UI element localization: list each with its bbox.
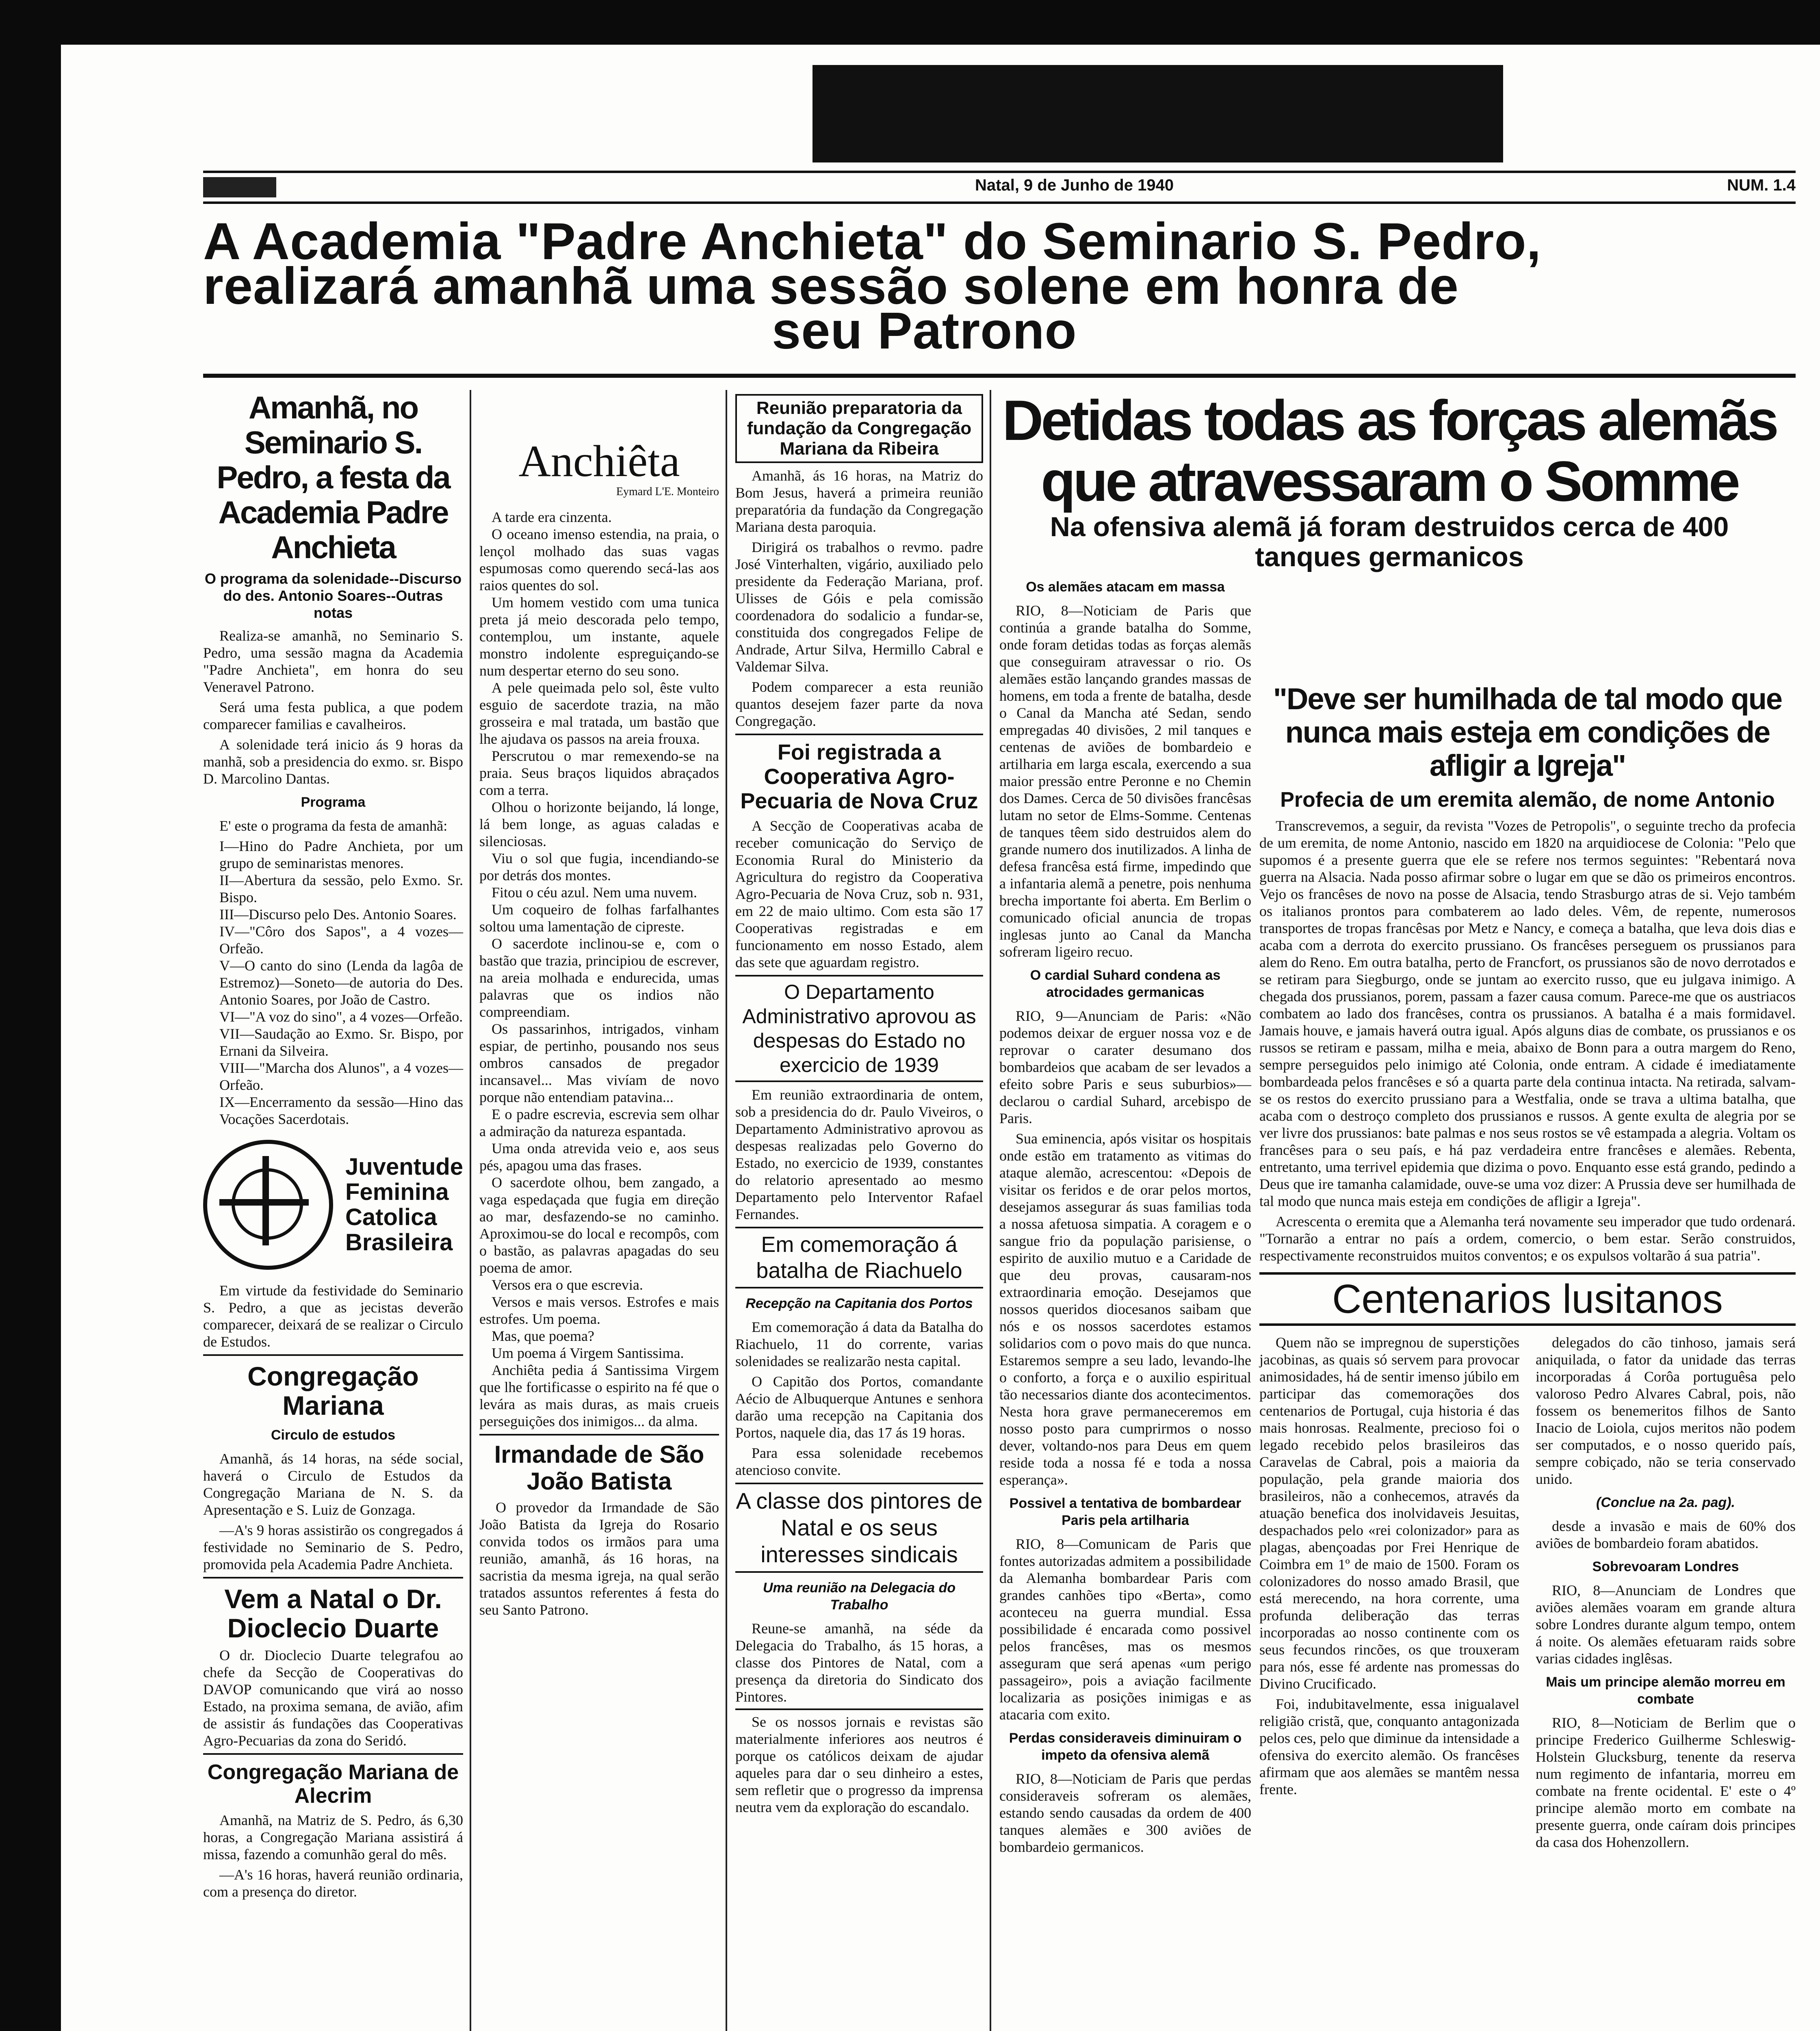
- article-paragraph: Amanhã, na Matriz de S. Pedro, ás 6,30 horas, a Congregação Mariana assistirá á missa, fazendo a comunhão geral do mês.: [203, 1812, 463, 1862]
- headline-dioclecio: Vem a Natal o Dr. Dioclecio Duarte: [203, 1577, 463, 1643]
- poem-paragraph: Os passarinhos, intrigados, vinham espiar, de pertinho, pousando nos seus ombros cansados de pregador incansavel... Mas vivíam de novo porque não entendiam patavina...: [479, 1021, 719, 1105]
- newspaper-page: [203, 49, 1796, 2031]
- centenarios-left: [1259, 1334, 1519, 1854]
- article-paragraph: RIO, 8—Noticiam de Paris que perdas consideraveis sofreram os alemães, estando sendo causadas da ordem de 400 tanques alemães e 300 aviões de bombardeio germanicos.: [999, 1771, 1251, 1855]
- poem-paragraph: O sacerdote inclinou-se e, com o bastão que trazia, principiou de escrever, na areia molhada e endurecida, umas palavras que os indios não compreendiam.: [479, 935, 719, 1020]
- jfc-box: [203, 1140, 463, 1270]
- program-item: VIII—"Marcha dos Alunos", a 4 vozes—Orfeão.: [219, 1060, 463, 1093]
- program-item: IV—"Côro dos Sapos", a 4 vozes—Orfeão.: [219, 923, 463, 957]
- column-1: [203, 390, 463, 2031]
- poem-paragraph: Versos era o que escrevia.: [492, 1277, 643, 1293]
- article-paragraph: Dirigirá os trabalhos o revmo. padre José Vinterhalten, vigário, auxiliado pelo presidente da Federação Mariana, prof. Ulisses de Góis e pela comissão coordenadora do sodalicio a fundar-se, constituida dos congregados Felipe de Andrade, Artur Silva, Hermillo Cabral e Valdemar Silva.: [735, 539, 983, 675]
- headline-pintores: A classe dos pintores de Natal e os seus interesses sindicais: [735, 1483, 983, 1573]
- section-heading-programa: Programa: [301, 795, 366, 810]
- centenarios-right: [1536, 1334, 1796, 1854]
- article-paragraph: Em reunião extraordinaria de ontem, sob a presidencia do dr. Paulo Viveiros, o Departamento Administrativo aprovou as despesas realizadas pelo Governo do Estado, no exercicio de 1939, constantes do relatorio apresentado ao mesmo Departamento pelo Interventor Rafael Fernandes.: [735, 1087, 983, 1222]
- headline-seminario: Amanhã, no Seminario S. Pedro, a festa da Academia Padre Anchieta: [217, 390, 450, 565]
- issue-number: NUM. 1.4: [1727, 176, 1796, 194]
- banner-rule: [203, 374, 1796, 378]
- jfc-seal-icon: [203, 1140, 333, 1270]
- poem-paragraph: Perscrutou o mar remexendo-se na praia. Seus braços liquidos abraçados com a terra.: [479, 748, 719, 798]
- poem-paragraph: A pele queimada pelo sol, êste vulto esguio de sacerdote trazia, na mão grosseira e mal tratada, um bastão que lhe ajudava os passos na areia frouxa.: [479, 680, 719, 747]
- headline-riachuelo: Em comemoração á batalha de Riachuelo: [735, 1227, 983, 1288]
- issue-date: Natal, 9 de Junho de 1940: [975, 176, 1174, 194]
- headline-departamento: O Departamento Administrativo aprovou as despesas do Estado no exercicio de 1939: [735, 975, 983, 1082]
- section-heading-suhard: O cardial Suhard condena as atrocidades germanicas: [1030, 968, 1221, 1000]
- column-5: [1259, 682, 1796, 2031]
- subheadline-circulo: Circulo de estudos: [271, 1427, 396, 1443]
- article-paragraph: delegados do cão tinhoso, jamais será aniquilada, o fator da unidade das terras incorporadas á Corôa portuguêsa pelo valoroso Pedro Alvares Cabral, pois, não fossem os benemeritos filhos de Santo Inacio de Loiola, cujos meritos não podem ser computados, e o nosso querido país, sempre cobiçado, não se teria conservado unido.: [1536, 1334, 1796, 1487]
- article-paragraph: Quem não se impregnou de superstições jacobinas, as quais só servem para provocar animosidades, há de sentir imenso júbilo em participar das comemorações dos centenarios de Portugal, cuja historia é das mais honrosas. Realmente, precioso foi o legado recebido pelos brasileiros das Caravelas de Cabral, pois a maioria da população, pela grande maioria dos brasileiros, não a conhecemos, através da atuação benefica dos inolvidaveis Jesuitas, despachados pelo «rei colonizador» para as plagas, abençoadas por Frei Henrique de Coimbra em 1º de maio de 1500. Foram os colonizadores do nosso amado Brasil, que está merecendo, na hora corrente, uma profunda deliberação das terras incorporadas ao nosso continente com os seus fecundos rincões, os que trouxeram para nós, esse fé ardente nas promessas do Divino Crucificado.: [1259, 1334, 1519, 1692]
- poem-paragraph: Um homem vestido com uma tunica preta já meio descorada pelo tempo, contemplou, um instante, aquele monstro indolente espreguiçando-se num despertar eterno do seu sono.: [479, 594, 719, 679]
- article-paragraph: RIO, 8—Noticiam de Paris que continúa a grande batalha do Somme, onde foram detidas todas as forças alemãs que conseguiram atravessar o rio. Os alemães estão lançando grandes massas de homens, em toda a frente de batalha, desde o Canal da Mancha até Sedan, sendo empregadas 40 divisões, 2 mil tanques e centenas de aviões de bombardeio e artilharia em larga escala, exercendo a sua maior pressão entre Peronne e no Chemin dos Dames. Cerca de 50 divisões francêsas lutam no setor de Elms-Somme. Centenas de tanques têem sido destruidos alem do grande numero dos inutilizados. A linha de defesa francêsa está firme, impedindo que a infantaria alemã a penetre, pois nenhuma brecha importante foi aberta. Em Berlim o comunicado oficial anuncia de tropas inglesas junto ao Canal da Mancha sofreram ligeiro recuo.: [999, 602, 1251, 960]
- poem-paragraph: Anchiêta pedia á Santissima Virgem que lhe fortificasse o espirito na fé que o levára as mais duras, as mais crueis perseguições dos inimigos... da alma.: [479, 1362, 719, 1429]
- headline-profecia: "Deve ser humilhada de tal modo que nunca mais esteja em condições de afligir a Igreja": [1273, 682, 1782, 782]
- program-list: [203, 838, 463, 1128]
- section-heading-londres: Sobrevoaram Londres: [1592, 1559, 1739, 1574]
- banner-line-2: realizará amanhã uma sessão solene em honra de: [203, 257, 1459, 315]
- article-paragraph: Acrescenta o eremita que a Alemanha terá novamente seu imperador que tudo ordenará. "Tornarão a entrar no país a ordem, comercio, o bem estar. Serão construidos, respectivamente reconstruidos muitos conventos; e os expulsos voltarão á sua patria".: [1259, 1213, 1796, 1264]
- column-rule: [726, 390, 727, 2031]
- poem-paragraph: Fitou o céu azul. Nem uma nuvem.: [492, 884, 697, 901]
- article-paragraph: Será uma festa publica, a que podem comparecer familias e cavalheiros.: [203, 699, 463, 732]
- program-item: III—Discurso pelo Des. Antonio Soares.: [219, 906, 457, 922]
- article-paragraph: Amanhã, ás 14 horas, na séde social, haverá o Circulo de Estudos da Congregação Mariana de N. S. da Apresentação e S. Luiz de Gonzaga.: [203, 1451, 463, 1518]
- column-rule: [470, 390, 471, 2031]
- poem-paragraph: Olhou o horizonte beijando, lá longe, lá bem longe, as aguas caladas e silenciosas.: [479, 799, 719, 849]
- boxed-note: Se os nossos jornais e revistas são materialmente inferiores aos neutros é porque os católicos deixam de ajudar aqueles para dar o seu dinheiro a estes, sem refletir que o progresso da imprensa neutra vem da exploração do escandalo.: [735, 1708, 983, 1816]
- headline-congregacao-mariana: Congregação Mariana: [203, 1354, 463, 1420]
- headline-alecrim: Congregação Mariana de Alecrim: [203, 1753, 463, 1808]
- dateline: [203, 171, 1796, 204]
- poem-paragraph: Mas, que poema?: [492, 1328, 594, 1344]
- jfc-title: Juventude Feminina Catolica Brasileira: [345, 1154, 464, 1256]
- dateline-left-block: [203, 177, 276, 197]
- section-heading-bombardear: Possivel a tentativa de bombardear Paris pela artilharia: [1009, 1496, 1242, 1528]
- poem-paragraph: Versos e mais versos. Estrofes e mais estrofes. Um poema.: [479, 1294, 719, 1327]
- program-item: VII—Saudação ao Exmo. Sr. Bispo, por Ernani da Silveira.: [219, 1026, 463, 1059]
- poem-paragraph: Um poema á Virgem Santissima.: [492, 1345, 684, 1361]
- headline-somme: Detidas todas as forças alemãs que atravessaram o Somme: [1002, 388, 1777, 513]
- poem-title: Anchiêta: [518, 436, 680, 486]
- article-paragraph: E' este o programa da festa de amanhã:: [219, 818, 448, 834]
- poem-paragraph: O oceano imenso estendia, na praia, o lençol molhado das suas vagas espumosas como querendo secá-las aos raios quentes do sol.: [479, 526, 719, 593]
- article-paragraph: O Capitão dos Portos, comandante Aécio de Albuquerque Antunes e senhora darão uma recepção na Capitania dos Portos, naquele dia, das 17 ás 19 horas.: [735, 1373, 983, 1441]
- article-paragraph: Sua eminencia, após visitar os hospitais onde estão em tratamento as vitimas do ataque alemão, acrescentou: «Depois de visitar os feridos e de orar pelos mortos, desejamos assegurar ás suas familias toda a nossa afetuosa simpatia. A coragem e o sangue frio da população parisiense, o espirito de auxilio mutuo e a Caridade de que deu provas, causaram-nos extraordinaria emoção. Desejamos que nossos queridos diocesanos saibam que nós e os nossos sacerdotes estamos solidarios com o povo mais do que nunca. Estaremos sempre a seu lado, levando-lhe o conforto, a força e o auxilio espiritual tão necessarios diante dos acontecimentos. Nesta hora grave permaneceremos em nosso posto para cumprirmos o nosso dever, voltando-nos para Deus em quem reside toda a nossa fé e toda a nossa esperança».: [999, 1130, 1251, 1488]
- program-item: V—O canto do sino (Lenda da lagôa de Estremoz)—Soneto—de autoria do Des. Antonio Soares, por João de Castro.: [219, 957, 463, 1008]
- article-paragraph: Realiza-se amanhã, no Seminario S. Pedro, uma sessão magna da Academia "Padre Anchieta", em honra do seu Veneravel Patrono.: [203, 628, 463, 695]
- poem-paragraph: Um coqueiro de folhas farfalhantes soltou uma lamentação de cipreste.: [479, 901, 719, 935]
- section-heading-massa: Os alemães atacam em massa: [1026, 579, 1225, 595]
- poem-paragraph: O sacerdote olhou, bem zangado, a vaga espedaçada que fugia em direção ao mar, desfazendo-se no caminho. Aproximou-se do local e recompôs, com o bastão, as palavras apagadas do seu poema de amor.: [479, 1174, 719, 1276]
- prose-poem: [479, 509, 719, 1430]
- masthead: [203, 65, 1796, 187]
- article-paragraph: A solenidade terá inicio ás 9 horas da manhã, sob a presidencia do exmo. sr. Bispo D. Marcolino Dantas.: [203, 736, 463, 787]
- article-paragraph: Reune-se amanhã, na séde da Delegacia do Trabalho, ás 15 horas, a classe dos Pintores de Natal, com a presença da diretoria do Sindicato dos Pintores.: [735, 1620, 983, 1705]
- subheadline-programa: O programa da solenidade--Discurso do des. Antonio Soares--Outras notas: [204, 570, 462, 621]
- section-heading-principe: Mais um principe alemão morreu em combate: [1546, 1674, 1785, 1707]
- poem-author: Eymard L'E. Monteiro: [616, 485, 719, 498]
- article-paragraph: —A's 9 horas assistirão os congregados á festividade no Seminario de S. Pedro, promovida pela Academia Padre Anchieta.: [203, 1522, 463, 1572]
- program-item: IX—Encerramento da sessão—Hino das Vocações Sacerdotais.: [219, 1094, 463, 1127]
- subheadline-tanques: Na ofensiva alemã já foram destruidos cerca de 400 tanques germanicos: [1050, 511, 1729, 572]
- article-paragraph: Transcrevemos, a seguir, da revista "Vozes de Petropolis", o seguinte trecho da profecia de um eremita, de nome Antonio, nascido em 1820 na arquidiocese de Colonia: "Pelo que supomos é a presente guerra que ele se refere nos termos seguintes: "Rebentará nova guerra na Alsacia. Nada posso afirmar sobre o lugar em que se dão os primeiros encontros. Vejo os francêses de novo na posse de Alsacia, tendo Strasburgo atras de si. Vejo também os italianos prontos para combaterem ao lado deles. Vêm, de repente, numerosos transportes de tropas francêsas por Metz e Nancy, e começa a batalha, que leva dois dias e acaba com a derrota do exercito prussiano. Os francêses perseguem os prussianos para alem do Reno. Em outra batalha, perto de Francfort, os prussianos são de novo derrotados e se retiram para Siegburgo, onde se juntam ao exercito russo, que eu julgava inimigo. A chegada dos prussianos, porem, passam a fazer causa comum. Parece-me que os austriacos combatem ao lado dos francêses, contra os prussianos. A batalha é a mais formidavel. Jamais houve, e jamais haverá outra igual. Após alguns dias de combate, os prussianos e os russos se retiram e passam, milha e meia, abaixo de Bonn para a outra margem do Reno, sempre perseguidos pelo inimigo até Colonia, onde entram. A cidade é imediatamente bombardeada pelos francêses e só a quarta parte dela continua intacta. Na retirada, salvam-se os restos do exercito prussiano para a Westfalia, onde se trava a ultima batalha, que acaba com o destroço completo dos prussianos e russos. A gente exulta de alegria por se ver livre dos prussianos: bate palmas e nos seus rostos se vê estampada a alegria. Voltam os francêses para o seu país, e há paz verdadeira entre francêses e alemães. Rebenta, entretanto, uma terrivel epidemia que dizima o povo. Enquanto esse está grando, pedindo a Deus que ire tamanha calamidade, ouve-se uma voz dizer: A Prussia deve ser humilhada de tal modo que nunca mais esteja em condições de afligir a Igreja".: [1259, 818, 1796, 1209]
- banner-line-1: A Academia "Padre Anchieta" do Seminario S. Pedro,: [203, 212, 1542, 271]
- article-paragraph: —A's 16 horas, haverá reunião ordinaria, com a presença do diretor.: [203, 1866, 463, 1900]
- article-paragraph: RIO, 8—Anunciam de Londres que aviões alemães voaram em grande altura sobre Londres durante algum tempo, ontem á noite. Os alemães efetuaram raids sobre varias cidades inglêsas.: [1536, 1582, 1796, 1667]
- poem-paragraph: A tarde era cinzenta.: [492, 509, 612, 525]
- article-paragraph: O dr. Dioclecio Duarte telegrafou ao chefe da Secção de Cooperativas do DAVOP comunicando que virá ao nosso Estado, na proxima semana, de avião, afim de assistir ás fundações das Cooperativas Agro-Pecuarias da zona do Seridó.: [203, 1647, 463, 1749]
- article-paragraph: RIO, 8—Comunicam de Paris que fontes autorizadas admitem a possibilidade da Alemanha bombardear Paris com grandes canhões tipo «Berta», como aconteceu na guerra mundial. Essa possibilidade é encarada como possivel pelos francêses, mas os mesmos asseguram que será apenas «um perigo passageiro», pois a aviação facilmente localizaria as posições inimigas e as atacaria com exito.: [999, 1536, 1251, 1723]
- article-paragraph: O provedor da Irmandade de São João Batista da Igreja do Rosario convida todos os irmãos para uma reunião, amanhã, ás 16 horas, na sacristia da mesma igreja, na qual serão tratados assuntos referentes á festa do seu Santo Patrono.: [479, 1499, 719, 1618]
- banner-line-3: seu Patrono: [772, 302, 1077, 360]
- scan-border-top: [0, 0, 1820, 45]
- section-heading-perdas: Perdas consideraveis diminuiram o impeto da ofensiva alemã: [1009, 1730, 1242, 1763]
- article-paragraph: desde a invasão e mais de 60% dos aviões de bombardeio foram abatidos.: [1536, 1518, 1796, 1551]
- article-paragraph: Para essa solenidade recebemos atencioso convite.: [735, 1445, 983, 1478]
- article-paragraph: Amanhã, ás 16 horas, na Matriz do Bom Jesus, haverá a primeira reunião preparatória da fundação da Congregação Mariana desta paroquia.: [735, 468, 983, 535]
- continued-note: (Conclue na 2a. pag).: [1596, 1495, 1735, 1510]
- program-item: I—Hino do Padre Anchieta, por um grupo de seminaristas menores.: [219, 838, 463, 871]
- headline-centenarios: Centenarios lusitanos: [1259, 1272, 1796, 1326]
- poem-paragraph: E o padre escrevia, escrevia sem olhar a admiração da natureza espantada.: [479, 1106, 719, 1139]
- article-paragraph: RIO, 8—Noticiam de Berlim que o principe Frederico Guilherme Schleswig-Holstein Glucksburg, tenente da reserva num regimento de infantaria, morreu em combate na frente ocidental. E' este o 4º principe alemão morto em combate na presente guerra, onde caíram dois principes da casa dos Hohenzollern.: [1536, 1715, 1796, 1850]
- article-paragraph: RIO, 9—Anunciam de Paris: «Não podemos deixar de erguer nossa voz e de reprovar o carater desumano dos bombardeios que acabam de ser levados a efeito sobre Paris e seus suburbios»—declarou o cardial Suhard, arcebispo de Paris.: [999, 1008, 1251, 1126]
- article-paragraph: A Secção de Cooperativas acaba de receber comunicação do Serviço de Economia Rural do Ministerio da Agricultura do registro da Cooperativa Agro-Pecuaria de Nova Cruz, sob n. 931, em 22 de maio ultimo. Com esta são 17 Cooperativas registradas e em funcionamento em nosso Estado, alem das sete que aguardam registro.: [735, 818, 983, 970]
- column-rule: [990, 390, 991, 2031]
- article-paragraph: Podem comparecer a esta reunião quantos desejem fazer parte da nova Congregação.: [735, 679, 983, 729]
- column-3: [735, 390, 983, 2031]
- headline-irmandade: Irmandade de São João Batista: [479, 1434, 719, 1495]
- program-item: VI—"A voz do sino", a 4 vozes—Orfeão.: [219, 1009, 463, 1025]
- article-paragraph: Em virtude da festividade do Seminario S. Pedro, a que as jecistas deverão comparecer, deixará de se realizar o Circulo de Estudos.: [203, 1282, 463, 1350]
- scan-border-left: [0, 0, 61, 2031]
- headline-reuniao-preparatoria: Reunião preparatoria da fundação da Congregação Mariana da Ribeira: [735, 394, 983, 463]
- subheadline-eremita: Profecia de um eremita alemão, de nome Antonio: [1280, 788, 1775, 812]
- banner-headline: [203, 212, 1796, 360]
- poem-paragraph: Viu o sol que fugia, incendiando-se por detrás dos montes.: [479, 850, 719, 883]
- poem-paragraph: Uma onda atrevida veio e, aos seus pés, apagou uma das frases.: [479, 1140, 719, 1174]
- article-paragraph: Em comemoração á data da Batalha do Riachuelo, 11 do corrente, varias solenidades se realizarão nesta capital.: [735, 1319, 983, 1369]
- centenarios-columns: [1259, 1334, 1796, 1854]
- column-2: [479, 390, 719, 2031]
- program-item: II—Abertura da sessão, pelo Exmo. Sr. Bispo.: [219, 872, 463, 905]
- subheadline-capitania: Recepção na Capitania dos Portos: [745, 1296, 973, 1311]
- newspaper-title-logo: [812, 65, 1503, 162]
- article-paragraph: Foi, indubitavelmente, essa inigualavel religião cristã, que, conquanto antagonizada pelos ces, pelo que diminue da intensidade a ofensiva do exercito alemão. Os francêses afirmam que aos alemães se mantêm nessa frente.: [1259, 1696, 1519, 1797]
- subheadline-delegacia: Uma reunião na Delegacia do Trabalho: [763, 1580, 956, 1613]
- headline-cooperativa: Foi registrada a Cooperativa Agro-Pecuaria de Nova Cruz: [735, 734, 983, 813]
